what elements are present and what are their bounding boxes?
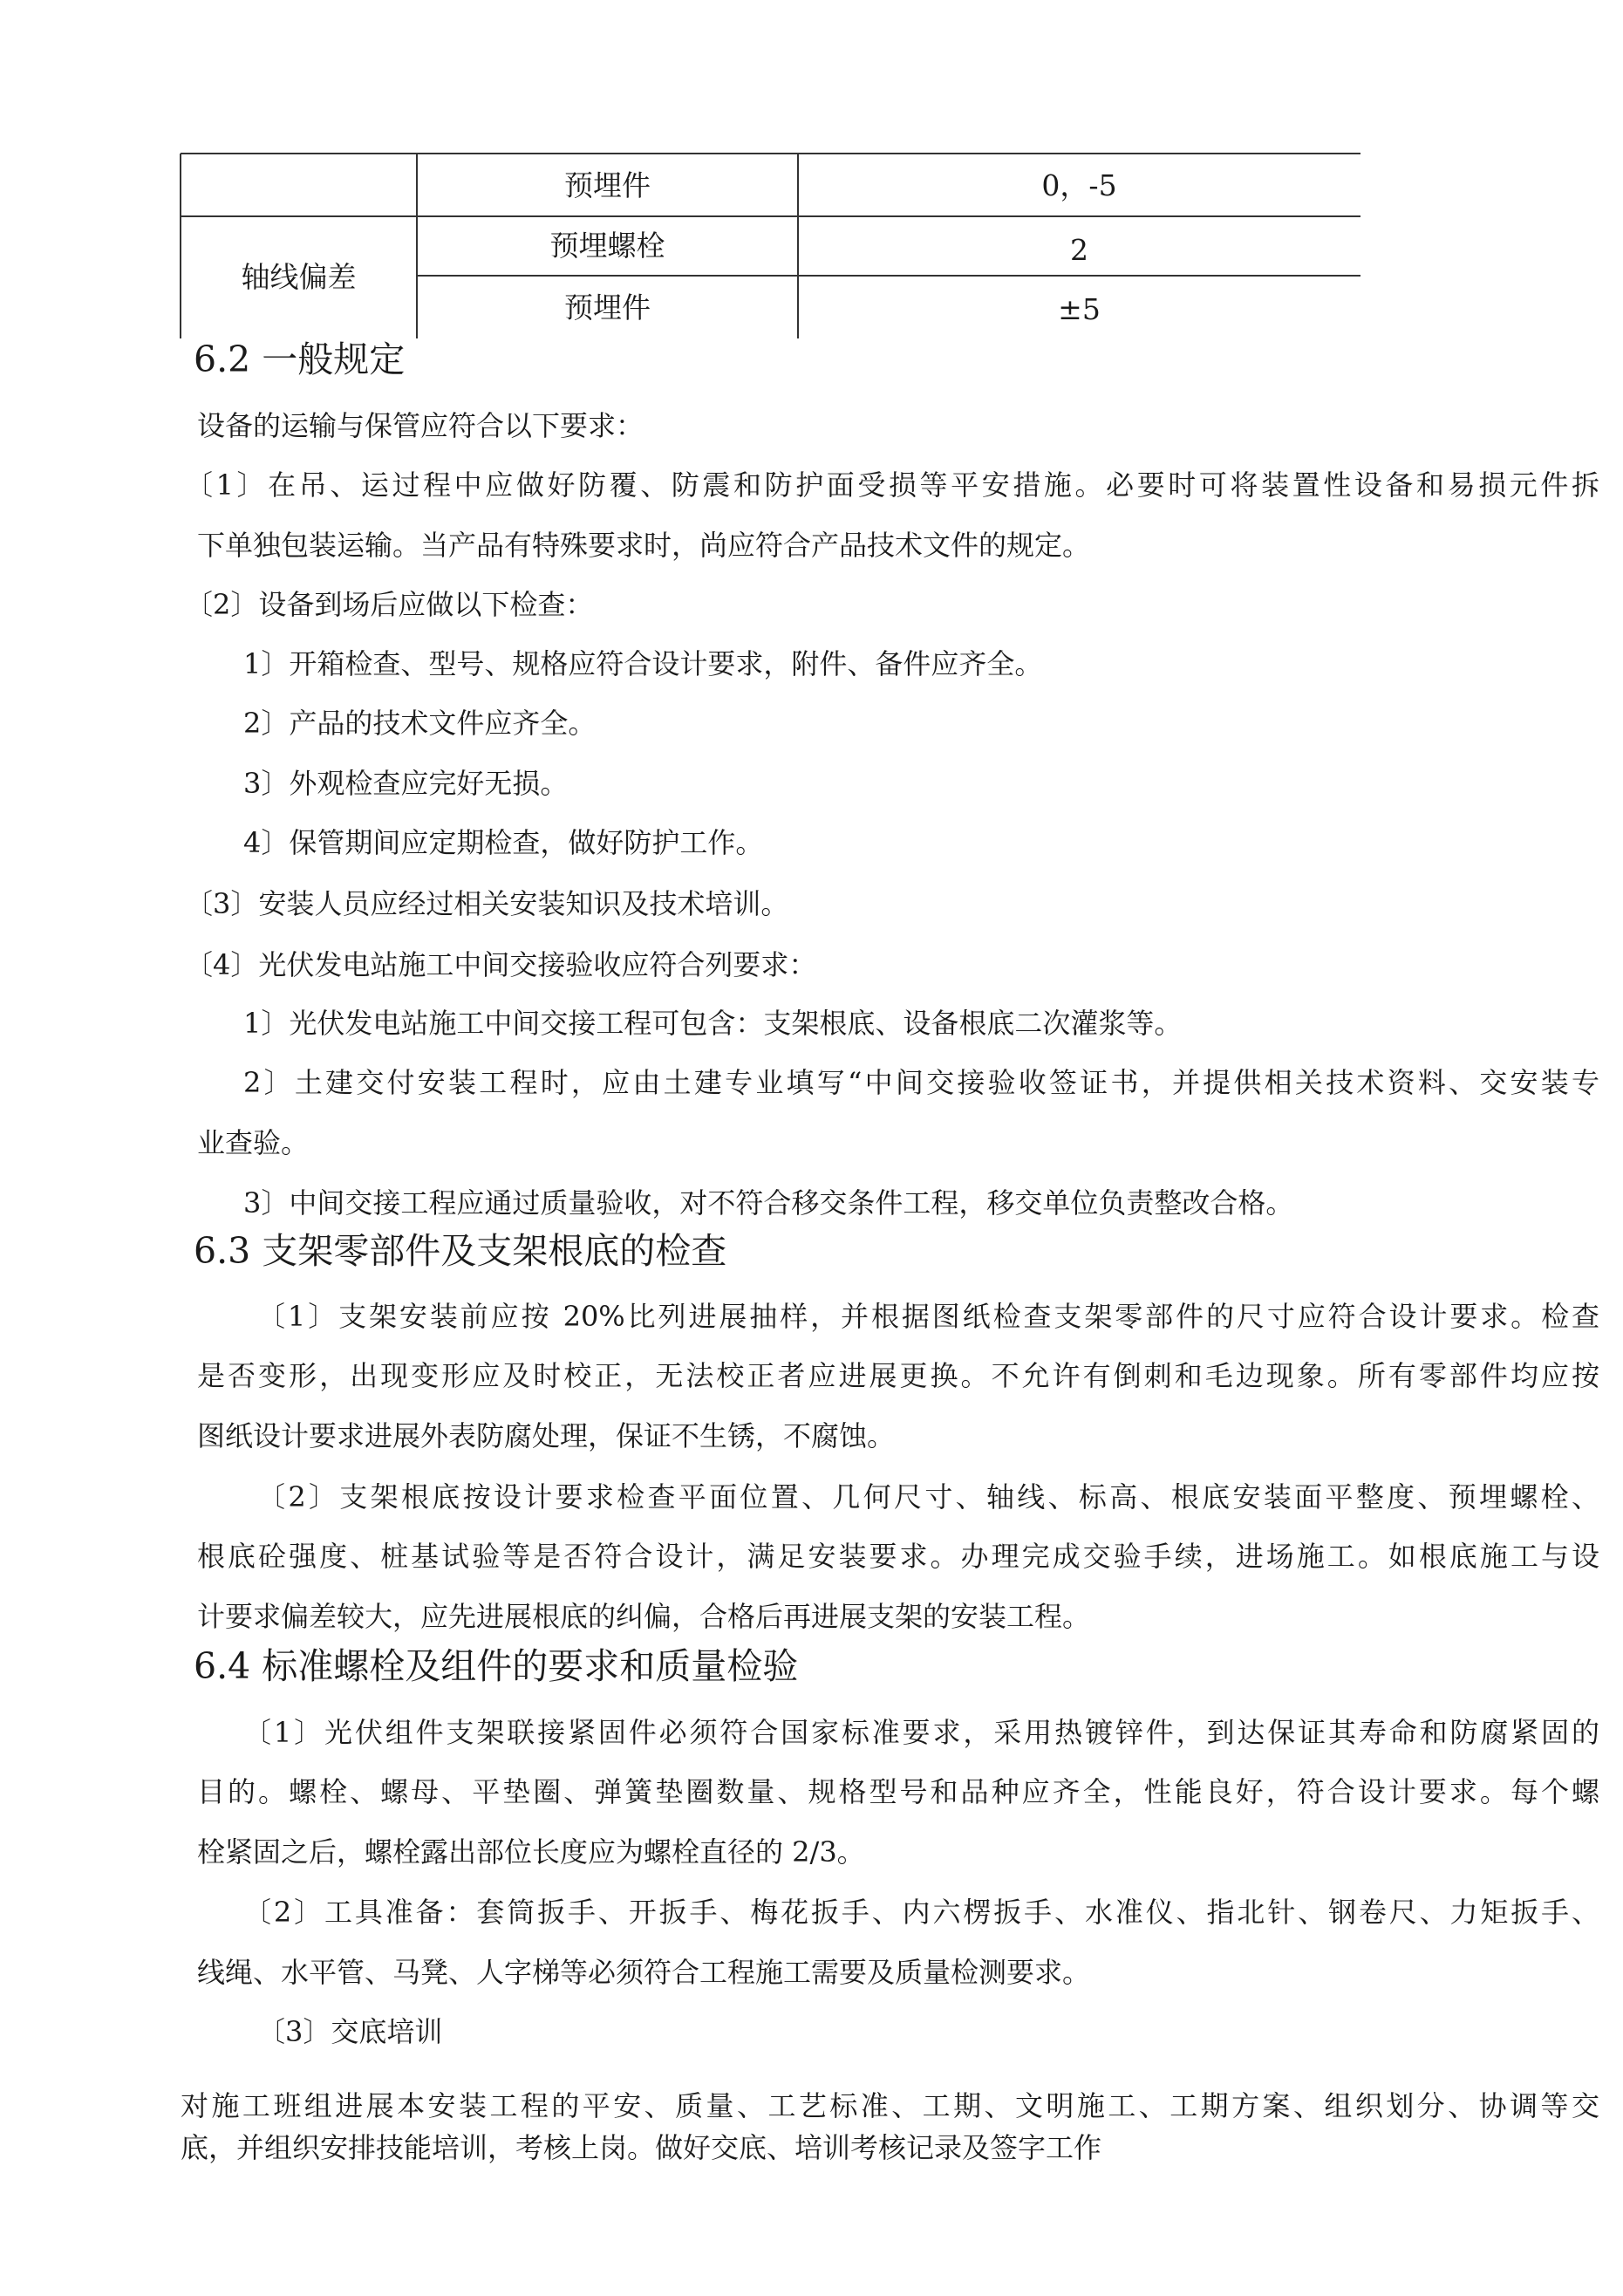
paragraph-line: 栓紧固之后，螺栓露出部位长度应为螺栓直径的 2/3。 (197, 1835, 865, 1869)
list-item-continuation: 业查验。 (197, 1126, 310, 1159)
paragraph-line: 线绳、水平管、马凳、人字梯等必须符合工程施工需要及质量检测要求。 (197, 1956, 1091, 1989)
paragraph: 〔2〕设备到场后应做以下检查： (185, 588, 594, 621)
section-heading-6-3: 6.3 支架零部件及支架根底的检查 (194, 1230, 727, 1272)
table-cell-item: 预埋螺栓 (549, 229, 665, 263)
section-heading-6-2: 6.2 一般规定 (194, 338, 406, 380)
list-item: 1〕开箱检查、型号、规格应符合设计要求，附件、备件应齐全。 (243, 647, 1043, 680)
list-item: 2〕土建交付安装工程时，应由土建专业填写“中间交接验收签证书，并提供相关技术资料、交安装专 (243, 1066, 1599, 1099)
paragraph-line: 〔1〕光伏组件支架联接紧固件必须符合国家标准要求，采用热镀锌件，到达保证其寿命和防腐紧固的 (243, 1716, 1599, 1749)
tolerance-table (0, 0, 1623, 349)
paragraph-line: 下单独包装运输。当产品有特殊要求时，尚应符合产品技术文件的规定。 (197, 529, 1091, 562)
list-item: 2〕产品的技术文件应齐全。 (243, 707, 597, 740)
paragraph-line: 目的。螺栓、螺母、平垫圈、弹簧垫圈数量、规格型号和品种应齐全，性能良好，符合设计要求。每个螺 (197, 1775, 1599, 1808)
table-cell-value: 0，-5 (1041, 168, 1117, 202)
paragraph-line: 根底砼强度、桩基试验等是否符合设计，满足安装要求。办理完成交验手续，进场施工。如根底施工与设 (197, 1540, 1599, 1573)
list-item: 3〕外观检查应完好无损。 (243, 767, 569, 800)
paragraph: 〔3〕安装人员应经过相关安装知识及技术培训。 (185, 887, 789, 920)
paragraph-line: 对施工班组进展本安装工程的平安、质量、工艺标准、工期、文明施工、工期方案、组织划分、协调等交 (181, 2089, 1599, 2122)
paragraph-line: 计要求偏差较大，应先进展根底的纠偏，合格后再进展支架的安装工程。 (197, 1600, 1091, 1633)
paragraph-line: 是否变形，出现变形应及时校正，无法校正者应进展更换。不允许有倒刺和毛边现象。所有零部件均应按 (197, 1359, 1599, 1392)
paragraph-line: 〔1〕支架安装前应按 20%比列进展抽样，并根据图纸检查支架零部件的尺寸应符合设计要求。检查 (257, 1300, 1599, 1333)
paragraph-line: 〔1〕在吊、运过程中应做好防覆、防震和防护面受损等平安措施。必要时可将装置性设备和易损元件拆 (185, 468, 1599, 502)
section-heading-6-4: 6.4 标准螺栓及组件的要求和质量检验 (194, 1645, 799, 1687)
paragraph-line: 〔2〕支架根底按设计要求检查平面位置、几何尺寸、轴线、标高、根底安装面平整度、预埋螺栓、 (257, 1480, 1599, 1514)
paragraph: 设备的运输与保管应符合以下要求： (197, 409, 644, 442)
paragraph: 〔3〕交底培训 (257, 2015, 443, 2048)
table-cell-item: 预埋件 (564, 290, 651, 325)
list-item: 4〕保管期间应定期检查，做好防护工作。 (243, 826, 764, 859)
paragraph-line: 底，并组织安排技能培训，考核上岗。做好交底、培训考核记录及签字工作 (181, 2131, 1102, 2164)
list-item: 1〕光伏发电站施工中间交接工程可包含：支架根底、设备根底二次灌浆等。 (243, 1007, 1183, 1040)
paragraph-line: 〔2〕工具准备：套筒扳手、开扳手、梅花扳手、内六楞扳手、水准仪、指北针、钢卷尺、力矩扳手、 (243, 1896, 1599, 1929)
table-cell-item: 预埋件 (564, 168, 651, 202)
paragraph-line: 图纸设计要求进展外表防腐处理，保证不生锈，不腐蚀。 (197, 1419, 896, 1452)
table-cell-value: ±5 (1058, 292, 1101, 326)
paragraph: 〔4〕光伏发电站施工中间交接验收应符合列要求： (185, 948, 817, 981)
table-cell-group: 轴线偏差 (241, 260, 357, 294)
list-item: 3〕中间交接工程应通过质量验收，对不符合移交条件工程，移交单位负责整改合格。 (243, 1186, 1294, 1220)
table-cell-value: 2 (1070, 233, 1088, 267)
